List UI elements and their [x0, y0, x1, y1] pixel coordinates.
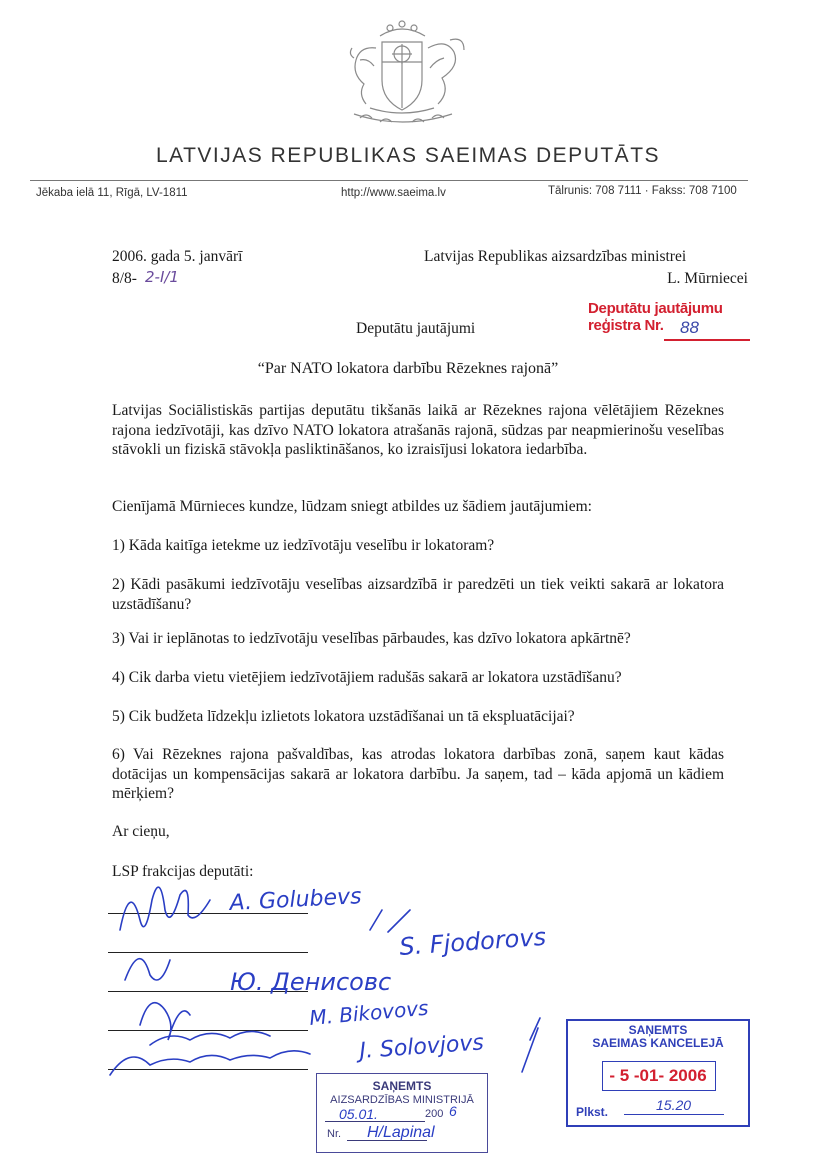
closing-regards: Ar cieņu, [112, 823, 170, 840]
saeima-received-stamp [566, 1019, 750, 1127]
signature-name-4: M. Bikovovs [308, 995, 430, 1030]
letterhead-divider [30, 180, 748, 181]
signature-name-3: Ю. Денисовс [230, 968, 392, 996]
recipient-name: L. Mūrniecei [667, 270, 748, 287]
letterhead-address: Jēkaba ielā 11, Rīgā, LV-1811 [36, 187, 188, 199]
signature-scribble-3 [140, 1003, 190, 1040]
salutation-paragraph: Cienījamā Mūrnieces kundze, lūdzam sniegt atbildes uz šādiem jautājumiem: [112, 498, 592, 515]
register-stamp-line1: Deputātu jautājumu [588, 300, 723, 317]
question-item: 3) Vai ir ieplānotas to iedzīvotāju veselības pārbaudes, kas dzīvo lokatora apkārtnē? [112, 630, 631, 647]
organization-name: LATVIJAS REPUBLIKAS SAEIMAS DEPUTĀTS [155, 144, 661, 167]
faction-label: LSP frakcijas deputāti: [112, 863, 254, 880]
letter-reference-prefix: 8/8- [112, 270, 137, 287]
ministry-stamp-date-handwritten: 05.01. [339, 1106, 378, 1122]
recipient-title: Latvijas Republikas aizsardzības ministrei [424, 248, 687, 265]
intro-paragraph: Latvijas Sociālistiskās partijas deputātu tikšanās laikā ar Rēzeknes rajona vēlētājiem Rēzeknes rajona iedzīvotāji, kas dzīvo NATO lokatora atrašanās rajonā, sūdzas par neapmierinošu veselības stāvokli un fizisk​ā stāvokļa pasliktināšanos, ko izraisījusi lokatora iedarbība. [112, 402, 724, 458]
ministry-stamp-nr-label: Nr. [327, 1128, 342, 1140]
question-item: 2) Kādi pasākumi iedzīvotāju veselības aizsardzībā ir paredzēti un tiek veikti sakarā ar lokatora uzstādīšanu? [112, 576, 724, 613]
signature-name-5: J. Solovjovs [358, 1030, 485, 1064]
letter-title: “Par NATO lokatora darbību Rēzeknes rajonā” [257, 360, 559, 377]
ministry-received-stamp [316, 1073, 488, 1153]
letter-reference-handwritten: 2-I/1 [145, 268, 179, 286]
saeima-stamp-title: SAŅEMTS [628, 1023, 688, 1037]
register-stamp [588, 300, 750, 337]
signature-name-1: A. Golubevs [229, 884, 363, 916]
register-stamp-line2: reģistra Nr. [588, 317, 664, 334]
ministry-stamp-org: AIZSARDZĪBAS MINISTRIJĀ [330, 1094, 474, 1106]
register-number-handwritten: 88 [680, 318, 699, 337]
saeima-stamp-org: SAEIMAS KANCELEJĀ [592, 1036, 724, 1050]
signature-scribble-1 [120, 887, 210, 930]
question-item: 4) Cik darba vietu vietējiem iedzīvotājiem radušās sakarā ar lokatora uzstādīšanu? [112, 669, 622, 686]
signature-scribble-2 [125, 959, 170, 980]
register-number-underline [664, 339, 750, 341]
saeima-stamp-date: - 5 -01- 2006 [609, 1066, 707, 1085]
saeima-stamp-time-label: Plkst. [576, 1105, 609, 1119]
signature-name-2: S. Fjodorovs [398, 922, 547, 961]
letterhead-phone-fax: Tālrunis: 708 7111 · Fakss: 708 7100 [548, 185, 737, 197]
ministry-stamp-year-prefix: 200 [425, 1108, 444, 1120]
subject-heading: Deputātu jautājumi [356, 320, 476, 337]
ministry-stamp-nr-handwritten: H/Lapinal [367, 1124, 435, 1141]
saeima-stamp-time-handwritten: 15.20 [656, 1097, 692, 1113]
question-item: 1) Kāda kaitīga ietekme uz iedzīvotāju veselību ir lokatoram? [112, 537, 495, 554]
coat-of-arms-emblem [330, 18, 475, 133]
ministry-stamp-title: SAŅEMTS [372, 1079, 432, 1093]
letter-date: 2006. gada 5. janvārī [112, 248, 243, 265]
signature-mark-2 [522, 1018, 540, 1072]
signatures-scribbles [70, 840, 610, 1090]
letterhead-website[interactable]: http://www.saeima.lv [341, 187, 446, 199]
question-item: 6) Vai Rēzeknes rajona pašvaldības, kas atrodas lokatora darbības zonā, saņem kaut kādas dotācijas un kompensācijas sakarā ar lokatora darbību. Ja saņem, tad – kāda apjomā un kādiem mērķiem? [112, 746, 724, 802]
saeima-stamp-time-line [624, 1114, 724, 1115]
ministry-stamp-year-handwritten: 6 [449, 1103, 457, 1119]
question-item: 5) Cik budžeta līdzekļu izlietots lokatora uzstādīšanai un tā ekspluatācijai? [112, 708, 575, 725]
signature-scribble-5 [110, 1051, 310, 1075]
signature-mark-1 [370, 910, 410, 932]
